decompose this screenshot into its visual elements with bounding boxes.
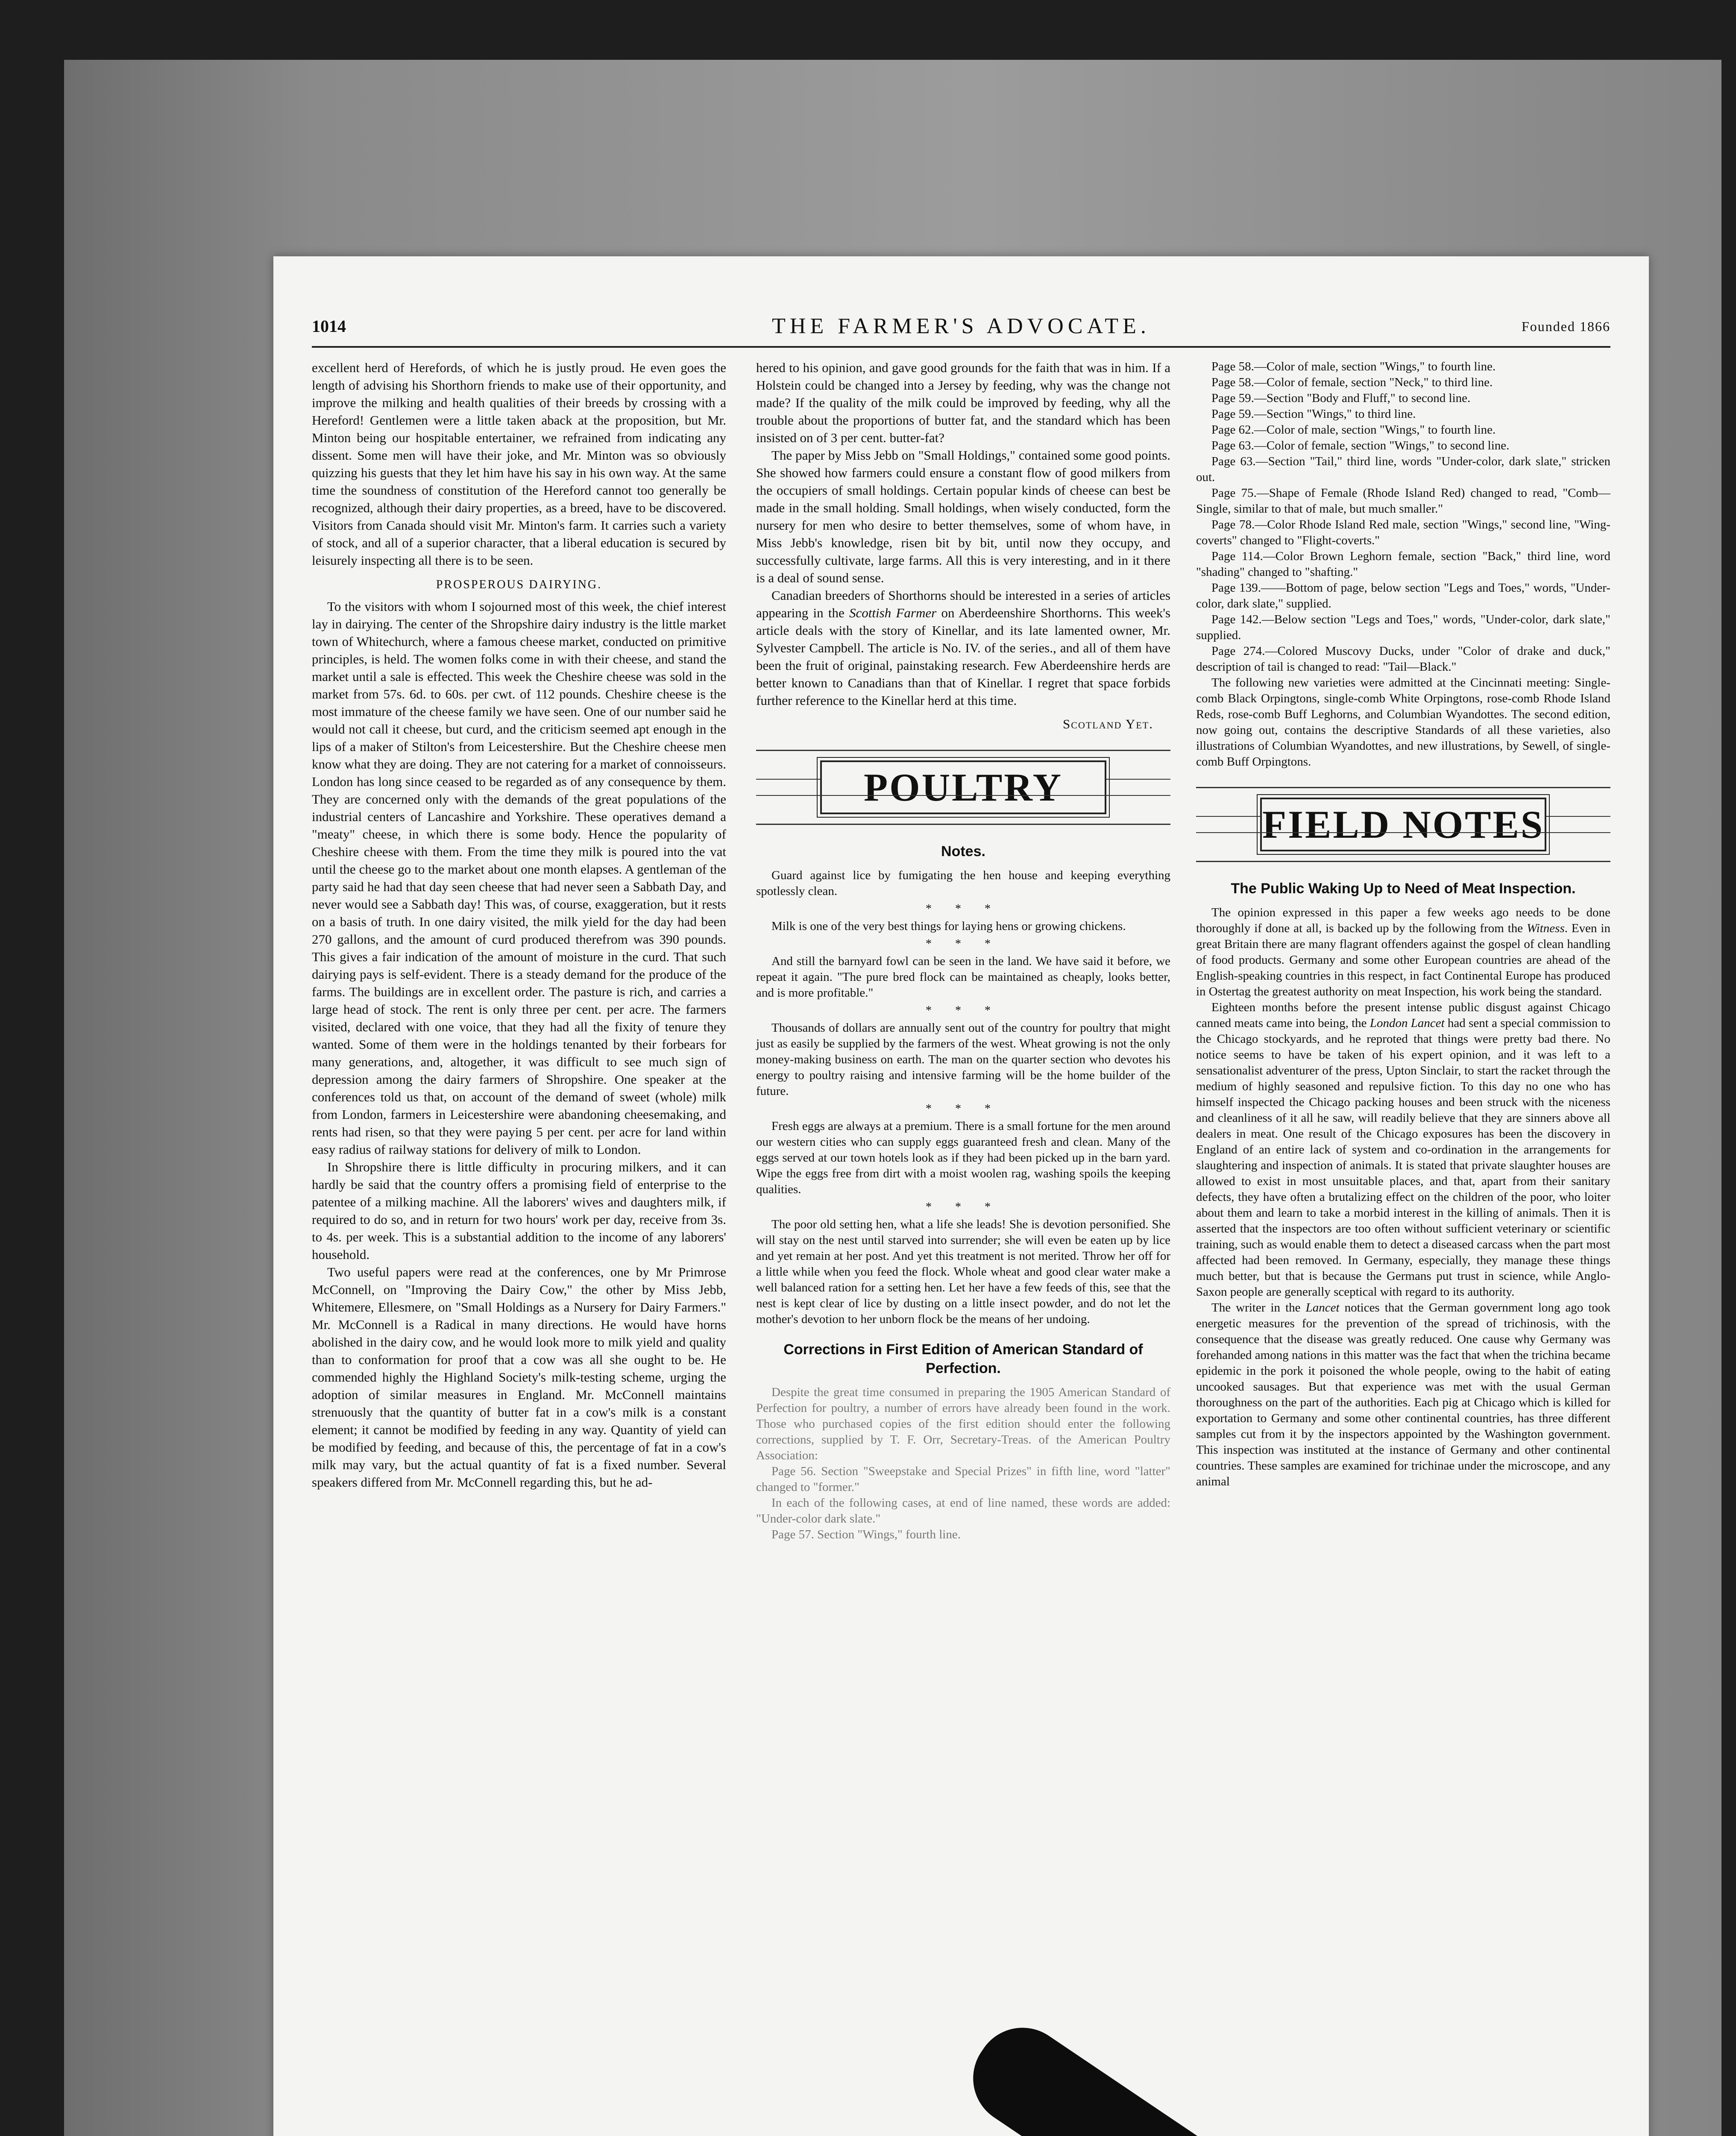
correction-item: Page 58.—Color of male, section "Wings," to fourth line. [1211,360,1496,373]
separator-stars: * * * [926,937,1001,951]
correction-item: Page 78.—Color Rhode Island Red male, section "Wings," second line, "Wing-coverts" changed to "Flight-coverts." [1196,518,1610,547]
paragraph: hered to his opinion, and gave good grounds for the faith that was in him. If a Holstein could be changed into a Jersey by feeding, why was the change not made? If the quality of the milk could be improved by feeding, why all the trouble about the proportions of butter fat, and the standard which has been insisted on of 3 per cent. butter-fat? [756,360,1170,445]
correction-item: Page 59.—Section "Wings," to third line. [1211,407,1416,421]
paragraph: Eighteen months before the present intense public disgust against Chicago canned meats came into being, the London Lancet had sent a special commission to the Chicago stockyards, and he reproted that things were pretty bad there. No notice seems to have be taken of his expert opinion, and it was left to a sensationalist adventurer of the press, Upton Sinclair, to start the racket through the medium of highly seasoned and repulsive fiction. To this day no one who has himself inspected the Chicago packing houses and been struck with the niceness and cleanliness of it all he saw, will readily believe that they are sinners above all dealers in meat. One result of the Chicago exposures has been the discovery in England of an entire lack of system and co-ordination in the arrangements for slaughtering and inspection of animals. It is stated that private slaughter houses are allowed to exist in most unsuitable places, and that, apart from their sanitary defects, they have often a brutalizing effect on the children of the poor, who loiter about them and learn to take a morbid interest in the killing of animals. Then it is asserted that the inspectors are too often without sufficient veterinary or scientific training, such as would enable them to detect a diseased carcass when the part most affected had been removed. In Germany, especially, they manage these things much better, but that is because the Germans put trust in science, while Anglo-Saxon people are generally sceptical with regard to its authority. [1196,1001,1611,1299]
correction-item: Page 63.—Section "Tail," third line, words "Under-color, dark slate," stricken out. [1196,455,1610,484]
paragraph: Page 57. Section "Wings," fourth line. [771,1528,961,1541]
journal-title: THE FARMER'S ADVOCATE. [772,314,1150,338]
paragraph: To the visitors with whom I sojourned most of this week, the chief interest lay in dairying. The center of the Shropshire dairy industry is the little market town of Whitechurch, where a famous cheese market, conducted on primitive principles, is held. The women folks come in with their cheese, and stand the market until a sale is effected. This week the Cheshire cheese was sold in the market from 57s. 6d. to 60s. per cwt. of 112 pounds. Cheshire cheese is the most immature of the cheese family we have seen. One of our number said he would not call it cheese, but curd, and the criticism seemed apt enough in the lips of a maker of Stilton's from Leicestershire. But the Cheshire cheese men know what they are doing. They are not catering for a market of connoisseurs. London has long since ceased to be regarded as of any consequence by them. They are concerned only with the demands of the great populations of the industrial centers of Lancashire and Yorkshire. These operatives demand a "meaty" cheese, in which there is some body. Hence the popularity of Cheshire cheese with them. From the time they milk is poured into the vat until the cheese go to the market about one month elapses. A gentleman of the party said he had that day seen cheese that had never seen a Sabbath Day, and never would see a Sabbath day! This was, of course, exaggeration, but it rests on a basis of truth. In one dairy visited, the milk yield for the day had been 270 gallons, and the amount of curd produced therefrom was 390 pounds. This gives a fair indication of the amount of moisture in the curd. That such dairying pays is self-evident. There is a steady demand for the produce of the farms. The buildings are in excellent order. The pasture is rich, and carries a large head of stock. The rent is only three per cent. per acre. The farmers visited, declared with one voice, that they had all the fixity of tenure they wanted. Some of them were in the holdings tenanted by their forbears for many generations, and, altogether, it was difficult to see much sign of depression among the dairy farmers of Shropshire. One speaker at the conferences told us that, on account of the demand of sweet (whole) milk from London, farmers in Leicestershire were abandoning cheesemaking, and rents had risen, so that they were paying 5 per cent. per acre for land within easy radius of railway stations for delivery of milk to London. [312,599,726,1157]
signature: Scotland Yet. [1063,716,1153,731]
publication-name: London Lancet [1369,1016,1445,1030]
paragraph: In each of the following cases, at end of line named, these words are added: "Under-color dark slate." [756,1496,1170,1526]
subheading-prosperous-dairying: PROSPEROUS DAIRYING. [436,578,602,591]
note: And still the barnyard fowl can be seen in the land. We have said it before, we repeat it again. "The pure bred flock can be maintained as cheaply, looks better, and is more profitable." [756,954,1170,1000]
separator-stars: * * * [926,902,1001,915]
correction-item: Page 63.—Color of female, section "Wings," to second line. [1211,439,1510,452]
column-3 [1196,359,1610,1490]
paragraph: Canadian breeders of Shorthorns should be interested in a series of articles appearing in the Scottish Farmer on Aberdeenshire Shorthorns. This week's article deals with the story of Kinellar, and its late lamented owner, Mr. Sylvester Campbell. The article is No. IV. of the series., and all of them have been the fruit of original, painstaking research. Few Aberdeenshire herds are better known to Canadians than that of Kinellar. I regret that space forbids further reference to the Kinellar herd at this time. [756,588,1171,708]
paragraph: The paper by Miss Jebb on "Small Holdings," contained some good points. She showed how farmers could ensure a constant flow of good milkers from the occupiers of small holdings. Certain popular kinds of cheese can best be made in the small holding. Small holdings, when wisely conducted, form the nursery for men who desire to better themselves, some of whom have, in Miss Jebb's knowledge, risen bit by bit, until now they occupy, and successfully cultivate, large farms. All this is very interesting, and in it there is a deal of sound sense. [756,448,1170,585]
paragraph: The following new varieties were admitted at the Cincinnati meeting: Single-comb Black Orpingtons, single-comb White Orpingtons, rose-comb Rhode Island Reds, rose-comb Buff Leghorns, and Columbian Wyandottes. The second edition, now going out, contains the descriptive Standards of all these varieties, also illustrations of Columbian Wyandottes, and new illustrations, by Sewell, of single-comb Buff Orpingtons. [1196,676,1610,769]
founded-line: Founded 1866 [1522,319,1610,334]
page-header [312,316,1610,348]
publication-name: Scottish Farmer [849,605,937,620]
section-title: FIELD NOTES [1260,798,1546,851]
newspaper-page [273,256,1649,2136]
notes-heading: Notes. [941,843,985,860]
page-number: 1014 [312,317,346,336]
publication-name: Lancet [1305,1301,1340,1314]
paragraph: Page 56. Section "Sweepstake and Special Prizes" in fifth line, word "latter" changed to "former." [756,1464,1170,1494]
correction-item: Page 142.—Below section "Legs and Toes," words, "Under-color, dark slate," supplied. [1196,613,1610,642]
separator-stars: * * * [926,1102,1001,1115]
paragraph: In Shropshire there is little difficulty in procuring milkers, and it can hardly be said that the country offers a promising field of enterprise to the patentee of a milking machine. All the laborers' wives and daughters milk, if required to do so, and in return for two hours' work per day, receive from 3s. to 4s. per week. This is a substantial addition to the income of any laborers' household. [312,1159,726,1262]
correction-item: Page 139.——Bottom of page, below section "Legs and Toes," words, "Under-color, dark slate," supplied. [1196,581,1610,610]
field-notes-section-banner [1196,787,1610,862]
note: Fresh eggs are always at a premium. There is a small fortune for the men around our western cities who can supply eggs guaranteed fresh and clean. Many of the eggs served at our town hotels look as if they had been picked up in the barn yard. Wipe the eggs free from dirt with a moist woolen rag, washing spoils the keeping qualities. [756,1119,1170,1196]
publication-name: Witness [1527,921,1565,935]
paragraph: excellent herd of Herefords, of which he is justly proud. He even goes the length of advising his Shorthorn friends to make use of their opportunity, and improve the milking and health qualities of their breeds by crossing with a Hereford! Gentlemen were a little taken aback at the proposition, but Mr. Minton being our hospitable entertainer, we refrained from indicating any dissent. Some men will have their joke, and Mr. Minton was so obviously quizzing his guests that they let him have his say in his own way. At the same time the soundness of constitution of the Hereford cannot too generally be recognized, although their dairy properties, as a breed, have to be discovered. Visitors from Canada should visit Mr. Minton's farm. It carries such a variety of stock, and all of a superior character, that a liberal education is secured by leisurely inspecting all there is to be seen. [312,360,726,568]
separator-stars: * * * [926,1004,1001,1017]
correction-item: Page 114.—Color Brown Leghorn female, section "Back," third line, word "shading" changed to "shafting." [1196,549,1610,579]
corrections-heading: Corrections in First Edition of American Standard of Perfection. [783,1341,1143,1376]
correction-item: Page 59.—Section "Body and Fluff," to second line. [1211,391,1471,405]
section-title: POULTRY [820,760,1106,814]
paragraph: Despite the great time consumed in preparing the 1905 American Standard of Perfection for poultry, a number of errors have already been found in the work. Those who purchased copies of the first edition should enter the following corrections, supplied by T. F. Orr, Secretary-Treas. of the American Poultry Association: [756,1385,1170,1462]
note: Milk is one of the very best things for laying hens or growing chickens. [771,919,1126,933]
column-1 [312,359,726,1491]
correction-item: Page 75.—Shape of Female (Rhode Island Red) changed to read, "Comb—Single, similar to that of male, but much smaller." [1196,486,1610,516]
correction-item: Page 274.—Colored Muscovy Ducks, under "Color of drake and duck," description of tail is changed to read: "Tail—Black." [1196,644,1610,674]
note: Thousands of dollars are annually sent out of the country for poultry that might just as easily be supplied by the farmers of the west. Wheat growing is not the only money-making business on earth. The man on the quarter section who devotes his energy to poultry raising and intensive farming will be the home builder of the future. [756,1021,1170,1098]
correction-item: Page 62.—Color of male, section "Wings," to fourth line. [1211,423,1496,437]
column-2 [756,359,1170,1543]
paragraph: The opinion expressed in this paper a few weeks ago needs to be done thoroughly if done at all, is backed up by the following from the Witness. Even in great Britain there are many flagrant offenders against the gospel of clean handling of food products. Germany and some other European countries are ahead of the English-speaking countries in this respect, in fact Continental Europe has produced in Ostertag the greatest authority on meat Inspection, his work being the standard. [1196,906,1610,998]
article-title: The Public Waking Up to Need of Meat Inspection. [1231,880,1576,897]
note: Guard against lice by fumigating the hen house and keeping everything spotlessly clean. [756,868,1170,898]
correction-item: Page 58.—Color of female, section "Neck," to third line. [1211,376,1493,389]
paragraph: The writer in the Lancet notices that the German government long ago took energetic measures for the prevention of the spread of trichinosis, with the consequence that the disease was greatly reduced. One cause why Germany was forehanded among nations in this matter was the fact that when the trichina became epidemic in the pork it poisoned the whole people, owing to the habit of eating uncooked sausages. But that experience was met with the usual German thoroughness on the part of the authorities. Each pig at Chicago which is killed for exportation to Germany and some other continental countries, has three different samples cut from it by the inspectors appointed by the Washington government. This inspection was instituted at the instance of Germany and other continental countries. These samples are examined for trichinae under the microscope, and any animal [1196,1301,1610,1488]
separator-stars: * * * [926,1200,1001,1214]
paragraph: Two useful papers were read at the conferences, one by Mr Primrose McConnell, on "Improving the Dairy Cow," the other by Miss Jebb, Whitemere, Ellesmere, on "Small Holdings as a Nursery for Dairy Farmers." Mr. McConnell is a Radical in many directions. He would have horns abolished in the dairy cow, and he would look more to milk yield and quality than to conformation for proof that a cow was all she ought to be. He commended highly the Highland Society's milk-testing scheme, urging the adoption of similar measures in England. Mr. McConnell maintains strenuously that the quantity of butter fat in a cow's milk is a constant element; it cannot be modified by feeding in any way. Quantity of yield can be modified by feeding, and because of this, the percentage of fat in a cow's milk may vary, but the actual quantity of fat is a fixed number. Several speakers differed from Mr. McConnell regarding this, but he ad- [312,1265,726,1490]
note: The poor old setting hen, what a life she leads! She is devotion personified. She will stay on the nest until starved into surrender; she will even be eaten up by lice and yet remain at her post. And yet this treatment is not merited. Throw her off for a little while when you feed the flock. Whole wheat and good clear water make a well balanced ration for a setting hen. Let her have a few feeds of this, see that the nest is kept clear of lice by dusting on a little insect powder, and do not let the mother's devotion to her unborn flock be the means of her undoing. [756,1218,1170,1326]
poultry-section-banner [756,750,1170,825]
